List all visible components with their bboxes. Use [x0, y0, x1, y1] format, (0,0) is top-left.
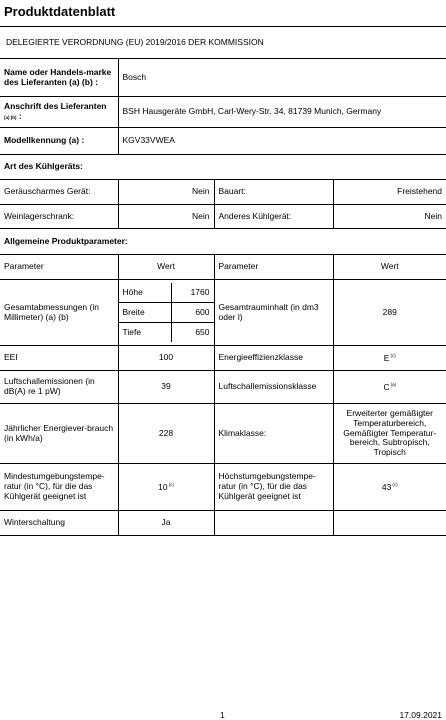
min-ambient-temp-footnote: (c)	[168, 481, 174, 487]
low-noise-value: Nein	[118, 180, 214, 205]
max-ambient-temp-cell	[333, 464, 446, 511]
model-id-row	[0, 128, 446, 155]
max-ambient-temp-label: Höchstumgebungstempe-ratur (in °C), für die das Kühlgerät geeignet ist	[214, 464, 333, 511]
wine-cabinet-value: Nein	[118, 205, 214, 229]
width-value: 600	[172, 303, 214, 323]
energy-class-cell	[333, 346, 446, 371]
column-header-parameter: Parameter	[0, 255, 118, 280]
supplier-name-label: Name oder Handels-marke des Lieferanten (a) (b) :	[0, 59, 118, 97]
design-type-value: Freistehend	[333, 180, 446, 205]
supplier-address-row	[0, 97, 446, 128]
low-noise-label: Geräuscharmes Gerät:	[0, 180, 118, 205]
min-ambient-temp-label: Mindestumgebungstempe-ratur (in °C), für die das Kühlgerät geeignet ist	[0, 464, 118, 511]
total-volume-label: Gesamtrauminhalt (in dm3 oder l)	[214, 280, 333, 346]
eei-label: EEI	[0, 346, 118, 371]
eei-row	[0, 346, 446, 371]
dimension-row	[119, 323, 214, 343]
page-title: Produktdatenblatt	[4, 4, 116, 19]
noise-class-label: Luftschallemissionsklasse	[214, 371, 333, 404]
winter-setting-value: Ja	[118, 511, 214, 536]
supplier-address-value: BSH Hausgeräte GmbH, Carl-Wery-Str. 34, 81739 Munich, Germany	[118, 97, 446, 128]
ambient-temperature-row	[0, 464, 446, 511]
supplier-address-footnote: (a) (b)	[4, 115, 17, 120]
climate-class-label: Klimaklasse:	[214, 404, 333, 464]
supplier-address-label-cell: Anschrift des Lieferanten (a) (b) :	[0, 97, 118, 128]
page-number: 1	[220, 710, 225, 720]
column-header-row	[0, 255, 446, 280]
height-label: Höhe	[119, 283, 172, 303]
column-header-value: Wert	[333, 255, 446, 280]
dimension-row	[119, 303, 214, 323]
appliance-type-row	[0, 205, 446, 229]
max-ambient-temp-footnote: (c)	[392, 481, 398, 487]
min-ambient-temp-cell	[118, 464, 214, 511]
general-parameters-heading-row	[0, 229, 446, 255]
noise-emission-label: Luftschallemissionen (in dB(A) re 1 pW)	[0, 371, 118, 404]
dimensions-label: Gesamtabmessungen (in Millimeter) (a) (b)	[0, 280, 118, 346]
noise-class-value: C	[383, 381, 390, 392]
supplier-address-label: Anschrift des Lieferanten	[4, 101, 107, 112]
eei-value: 100	[118, 346, 214, 371]
general-parameters-heading: Allgemeine Produktparameter:	[0, 229, 446, 255]
data-table	[0, 58, 446, 536]
width-label: Breite	[119, 303, 172, 323]
noise-class-cell	[333, 371, 446, 404]
appliance-type-row	[0, 180, 446, 205]
other-appliance-label: Anderes Kühlgerät:	[214, 205, 333, 229]
annual-energy-consumption-value: 228	[118, 404, 214, 464]
winter-setting-row	[0, 511, 446, 536]
depth-value: 650	[195, 326, 210, 337]
supplier-name-row	[0, 59, 446, 97]
regulation-subtitle: DELEGIERTE VERORDNUNG (EU) 2019/2016 DER KOMMISSION	[6, 37, 264, 47]
empty-cell	[333, 511, 446, 536]
dimensions-table	[119, 283, 214, 342]
dimension-row	[119, 283, 214, 303]
footer-date: 17.09.2021	[399, 710, 442, 720]
energy-class-label: Energieeffizienzklasse	[214, 346, 333, 371]
wine-cabinet-label: Weinlagerschrank:	[0, 205, 118, 229]
dimensions-cell	[118, 280, 214, 346]
noise-class-footnote: (a)	[390, 381, 397, 387]
dimensions-row	[0, 280, 446, 346]
noise-emission-value: 39	[118, 371, 214, 404]
annual-energy-consumption-label: Jährlicher Energiever-brauch (in kWh/a)	[0, 404, 118, 464]
appliance-type-heading-row	[0, 155, 446, 180]
energy-class-value: E	[383, 352, 390, 363]
energy-class-footnote: (c)	[390, 352, 396, 358]
total-volume-value: 289	[333, 280, 446, 346]
consumption-row	[0, 404, 446, 464]
empty-cell	[214, 511, 333, 536]
climate-class-value: Erweiterter gemäßigter Temperaturbereich, Gemäßigter Temperatur-bereich, Subtropisch, Tropisch	[333, 404, 446, 464]
title-divider	[0, 26, 446, 27]
height-value: 1760	[172, 283, 214, 303]
max-ambient-temp-value: 43	[381, 481, 392, 492]
design-type-label: Bauart:	[214, 180, 333, 205]
model-id-value: KGV33VWEA	[118, 128, 446, 155]
noise-row	[0, 371, 446, 404]
depth-label: Tiefe	[119, 323, 172, 343]
winter-setting-label: Winterschaltung	[0, 511, 118, 536]
min-ambient-temp-value: 10	[158, 481, 168, 492]
other-appliance-value: Nein	[333, 205, 446, 229]
supplier-name-value: Bosch	[118, 59, 446, 97]
model-id-label: Modellkennung (a) :	[0, 128, 118, 155]
appliance-type-heading: Art des Kühlgeräts:	[0, 155, 446, 180]
column-header-value: Wert	[118, 255, 214, 280]
column-header-parameter: Parameter	[214, 255, 333, 280]
